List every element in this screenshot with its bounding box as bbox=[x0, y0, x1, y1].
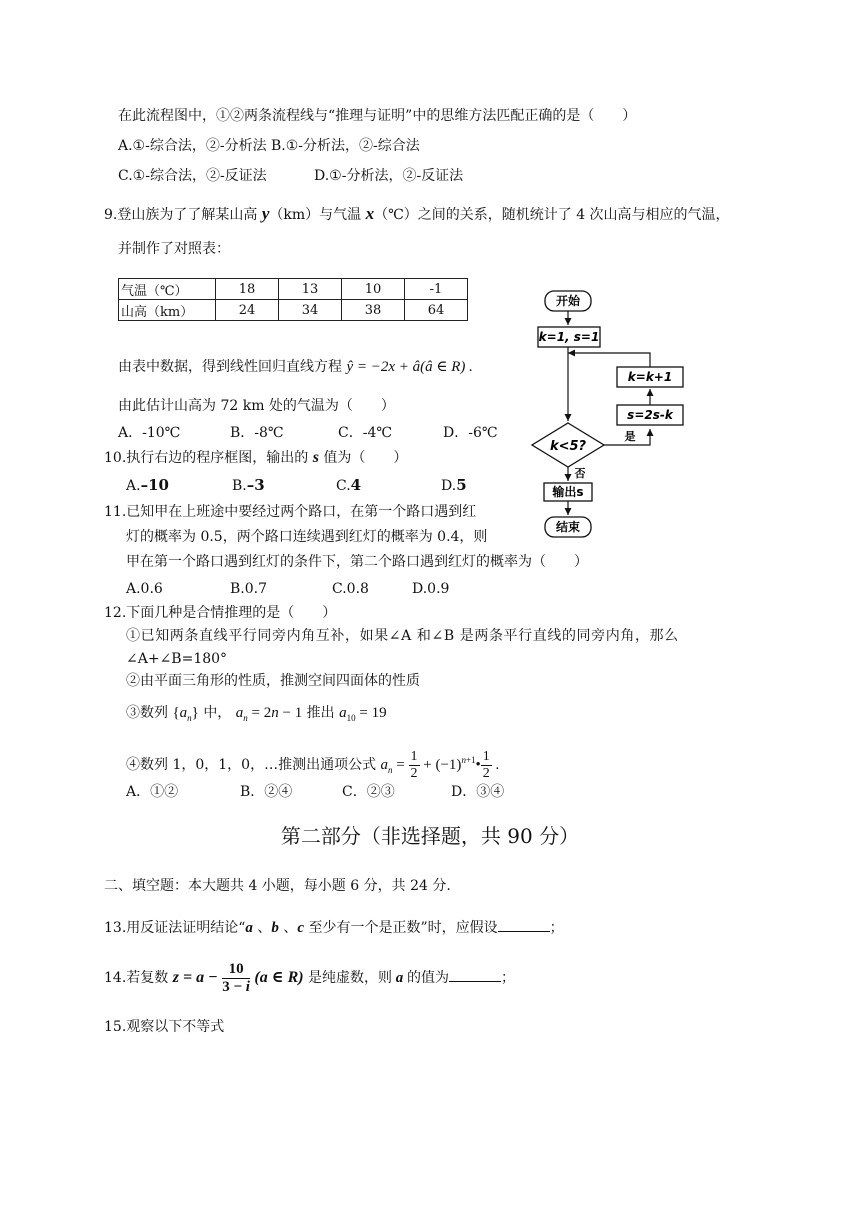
part2-title: 第二部分（非选择题，共 90 分） bbox=[280, 824, 580, 848]
q12-item3: ③数列 $\{a_n\}$ 中， $a_n = 2n - 1$ 推出 $a_{10} = 19$ bbox=[126, 705, 387, 723]
q8-option-d: D.①-分析法，②-反证法 bbox=[314, 168, 464, 184]
q12-item2: ②由平面三角形的性质，推测空间四面体的性质 bbox=[126, 673, 420, 689]
q12-item4: ④数列 1，0，1，0，…推测出通项公式 $a_n$ = $\frac{1}{2}$ + $(-1)^{n+1}•$ $\frac{1}{2}$ . bbox=[126, 749, 500, 782]
flow-no-label: 否 bbox=[574, 467, 586, 480]
q9-option-d: D．-6℃ bbox=[443, 425, 498, 441]
q10-option-a: A.–10 bbox=[126, 476, 169, 494]
table-cell: -1 bbox=[405, 279, 468, 300]
q11-option-b: B.0.7 bbox=[230, 581, 268, 597]
q13: 13.用反证法证明结论“a 、b 、c 至少有一个是正数”时，应假设 ； bbox=[104, 917, 564, 937]
flow-update-s-label: s=2s-k bbox=[627, 408, 673, 422]
var-s: s bbox=[312, 449, 319, 466]
q12-stem: 12.下面几种是合情推理的是（ ） bbox=[104, 605, 337, 621]
flow-start-label: 开始 bbox=[555, 294, 581, 308]
table-cell: 34 bbox=[279, 300, 342, 321]
table-cell: 64 bbox=[405, 300, 468, 321]
var-x: x bbox=[365, 204, 375, 223]
q11-option-d: D.0.9 bbox=[412, 581, 450, 597]
q9-option-a: A．-10℃ bbox=[118, 425, 181, 441]
q10-option-b: B.–3 bbox=[232, 476, 265, 494]
q9-stem-line2: 并制作了对照表： bbox=[118, 241, 230, 257]
table-cell: 10 bbox=[342, 279, 405, 300]
table-cell: 24 bbox=[216, 300, 279, 321]
q12-option-d: D．③④ bbox=[451, 784, 505, 800]
answer-blank[interactable] bbox=[449, 967, 501, 982]
flow-init-label: k=1, s=1 bbox=[538, 330, 600, 344]
q12-option-b: B．②④ bbox=[240, 784, 293, 800]
q14: 14.若复数 z = a − $\frac{10}{3 - i}$ (a ∈ R) 是纯虚数，则 a 的值为 ； bbox=[104, 960, 516, 995]
q10-stem: 10.执行右边的程序框图，输出的 s 值为（ ） bbox=[104, 449, 408, 466]
q9-option-c: C．-4℃ bbox=[338, 425, 393, 441]
q12-item1-line2: ∠A+∠B=180° bbox=[126, 651, 228, 667]
table-row-label: 山高（km） bbox=[119, 300, 216, 321]
q12-item1-line1: ①已知两条直线平行同旁内角互补，如果∠A 和∠B 是两条平行直线的同旁内角，那么 bbox=[126, 628, 679, 644]
q8-option-c: C.①-综合法，②-反证法 bbox=[118, 168, 267, 184]
q11-line2: 灯的概率为 0.5，两个路口连续遇到红灯的概率为 0.4，则 bbox=[126, 529, 488, 545]
q8-stem: 在此流程图中，①②两条流程线与“推理与证明”中的思维方法匹配正确的是（ ） bbox=[118, 108, 637, 124]
var-y: y bbox=[261, 204, 270, 223]
regression-equation: ŷ = −2x + â(â ∈ R) . bbox=[346, 359, 473, 375]
flow-output-label: 输出s bbox=[552, 485, 584, 499]
q9-stem-line1: 9.登山族为了了解某山高 y（km）与气温 x（℃）之间的关系，随机统计了 4 次山高与相应的气温， bbox=[104, 204, 730, 223]
table-cell: 13 bbox=[279, 279, 342, 300]
q12-option-c: C．②③ bbox=[342, 784, 395, 800]
q8-options-ab: A.①-综合法，②-分析法 B.①-分析法，②-综合法 bbox=[118, 138, 420, 154]
q11-line1: 11.已知甲在上班途中要经过两个路口，在第一个路口遇到红 bbox=[104, 504, 477, 520]
q11-option-c: C.0.8 bbox=[332, 581, 369, 597]
flow-end-label: 结束 bbox=[555, 520, 581, 534]
q11-line3: 甲在第一个路口遇到红灯的条件下，第二个路口遇到红灯的概率为（ ） bbox=[126, 554, 588, 570]
q9-data-table bbox=[118, 278, 468, 321]
table-cell: 18 bbox=[216, 279, 279, 300]
table-row-label: 气温（℃） bbox=[119, 279, 216, 300]
q9-regression-line: 由表中数据，得到线性回归直线方程 ŷ = −2x + â(â ∈ R) . bbox=[118, 359, 473, 375]
q10-option-c: C.4 bbox=[336, 476, 362, 494]
flow-yes-label: 是 bbox=[624, 430, 636, 443]
fill-heading: 二、填空题：本大题共 4 小题，每小题 6 分，共 24 分. bbox=[104, 878, 451, 894]
q10-option-d: D.5 bbox=[441, 476, 467, 494]
answer-blank[interactable] bbox=[498, 917, 550, 932]
flow-condition-label: k<5? bbox=[549, 439, 587, 454]
q11-option-a: A.0.6 bbox=[126, 581, 163, 597]
q15: 15.观察以下不等式 bbox=[104, 1019, 225, 1035]
q9-estimate: 由此估计山高为 72 km 处的气温为（ ） bbox=[118, 398, 395, 414]
table-row bbox=[119, 300, 468, 321]
table-row bbox=[119, 279, 468, 300]
program-flowchart bbox=[520, 283, 700, 545]
flow-update-k-label: k=k+1 bbox=[627, 370, 673, 384]
q12-option-a: A．①② bbox=[126, 784, 179, 800]
table-cell: 38 bbox=[342, 300, 405, 321]
q9-option-b: B．-8℃ bbox=[230, 425, 284, 441]
